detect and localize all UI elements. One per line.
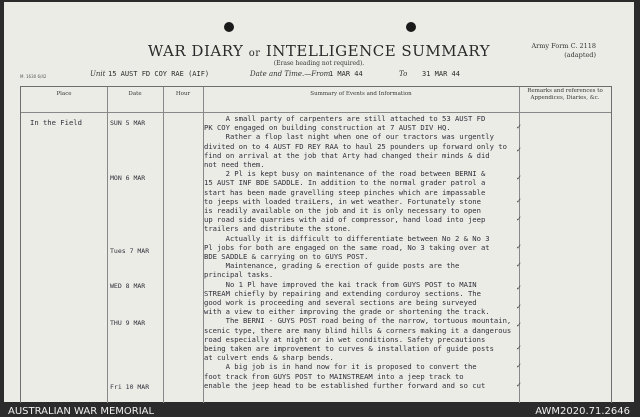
check-mark: ✓ xyxy=(516,321,522,329)
check-mark: ✓ xyxy=(516,344,522,352)
col-remarks: Remarks and references to Appendices, Diaries, &c. xyxy=(527,88,603,101)
col-date: Date xyxy=(128,91,142,97)
summary-line: not need them. xyxy=(204,160,265,169)
check-mark: ✓ xyxy=(516,173,522,182)
summary-line: Actually it is difficult to differentiate between No 2 & No 3 xyxy=(204,233,490,243)
col-hour: Hour xyxy=(175,91,191,97)
diary-sheet xyxy=(4,2,634,417)
summary-line: BDE SADDLE & carrying on to GUYS POST. xyxy=(204,252,369,261)
summary-line: start has been made gravelling steep pinches which are impassable xyxy=(204,187,486,197)
form-subtitle: (Erase heading not required). xyxy=(273,60,365,67)
summary-line: to jeeps with loaded traiLers, in wet weather. Fortunately stone xyxy=(204,196,481,206)
check-mark: ✓ xyxy=(516,196,522,205)
title-intelligence-summary: INTELLIGENCE SUMMARY xyxy=(265,42,491,60)
summary-line: at culvert ends & sharp bends. xyxy=(204,353,334,363)
summary-line: good work is proceeding and several sections are being surveyed xyxy=(204,298,477,307)
summary-line: scenic type, there are many blind hills & corners making it a dangerous xyxy=(204,325,512,335)
check-mark: ✓ xyxy=(516,261,522,270)
title-war-diary: WAR DIARY xyxy=(147,42,244,60)
summary-line: foot track from GUYS POST to MAINSTREAM into a jeep track to xyxy=(204,371,464,381)
summary-line: trailers and distribute the stone. xyxy=(204,224,352,234)
title-or: or xyxy=(248,48,261,59)
footer-reference: AWM2020.71.2646 xyxy=(535,406,630,417)
summary-line: STREAM chiefly by repairing and extending corduroy sections. The xyxy=(204,288,481,298)
summary-line: enable the jeep head to be established further forward and so cut xyxy=(204,380,486,390)
check-mark: ✓ xyxy=(516,146,522,155)
from-date: 1 MAR 44 xyxy=(329,70,363,78)
summary-line: 15 AUST INF BDE SADDLE. In addition to the normal grader patrol a xyxy=(204,178,486,188)
col-place: Place xyxy=(56,91,72,97)
to-label: To xyxy=(399,70,408,78)
entry-date: Tues 7 MAR xyxy=(110,247,150,256)
summary-line: being taken are improvement to curves & installation of guide posts xyxy=(204,344,494,353)
check-mark: ✓ xyxy=(516,215,522,224)
check-mark: ✓ xyxy=(516,242,522,251)
summary-line: up road side quarries with aid of compressor, hand load into jeep xyxy=(204,215,486,225)
check-mark: ✓ xyxy=(516,123,522,132)
summary-line: find on arrival at the job that Arty had changed their minds & did xyxy=(204,150,490,160)
entry-date: SUN 5 MAR xyxy=(110,118,146,127)
form-number: Army Form C. 2118 xyxy=(531,42,596,50)
col-summary: Summary of Events and Information xyxy=(310,91,412,97)
summary-line: principal tasks. xyxy=(204,270,274,280)
summary-line: 2 Pl is kept busy on maintenance of the road between BERNI & xyxy=(204,169,486,179)
summary-line: PK COY engaged on building construction at 7 AUST DIV HQ. xyxy=(204,123,451,133)
to-date: 31 MAR 44 xyxy=(422,70,460,78)
summary-line: A big job is in hand now for it is proposed to convert the xyxy=(204,362,477,372)
summary-line: Rather a flop last night when one of our tractors was urgently xyxy=(204,132,494,142)
entry-date: THU 9 MAR xyxy=(110,319,146,328)
summary-line: Pl jobs for both are engaged on the same road, No 3 taking over at xyxy=(204,242,490,252)
entry-date: WED 8 MAR xyxy=(110,282,146,291)
summary-line: No 1 Pl have improved the kai track from GUYS POST to MAIN xyxy=(204,279,477,289)
footer-source: AUSTRALIAN WAR MEMORIAL xyxy=(8,406,155,417)
punch-hole xyxy=(224,22,234,32)
place-value: In the Field xyxy=(30,118,82,127)
summary-line: divited on to 4 AUST FD REY RAA to haul 25 pounders up forward only to xyxy=(204,141,507,151)
datetime-label: Date and Time.—From xyxy=(250,70,331,78)
unit-value: 15 AUST FD COY RAE (AIF) xyxy=(108,70,210,78)
summary-line: is readily available on the job and it is only necessary to open xyxy=(204,206,481,215)
check-mark: ✓ xyxy=(516,380,522,389)
army-form-number xyxy=(531,42,596,60)
check-mark: ✓ xyxy=(516,284,522,293)
summary-line: with a view to either improving the grade or shortening the track. xyxy=(204,307,490,317)
entry-date: Fri 10 MAR xyxy=(110,382,150,391)
check-mark: ✓ xyxy=(516,362,522,371)
summary-line: road especially at night or in wet conditions. Safety precautions xyxy=(204,334,486,344)
summary-line: Maintenance, grading & erection of guide posts are the xyxy=(204,261,460,271)
punch-hole xyxy=(406,22,416,32)
check-mark: ✓ xyxy=(516,302,522,311)
entry-date: MON 6 MAR xyxy=(110,173,146,182)
summary-line: The BERNI - GUYS POST road being of the narrow, tortuous mountain, xyxy=(204,316,512,326)
form-adapted: (adapted) xyxy=(564,51,596,59)
summary-line: A small party of carpenters are still attached to 53 AUST FD xyxy=(204,114,486,123)
print-code: M. 1630 6/42 xyxy=(20,74,47,79)
unit-label: Unit xyxy=(90,70,106,78)
